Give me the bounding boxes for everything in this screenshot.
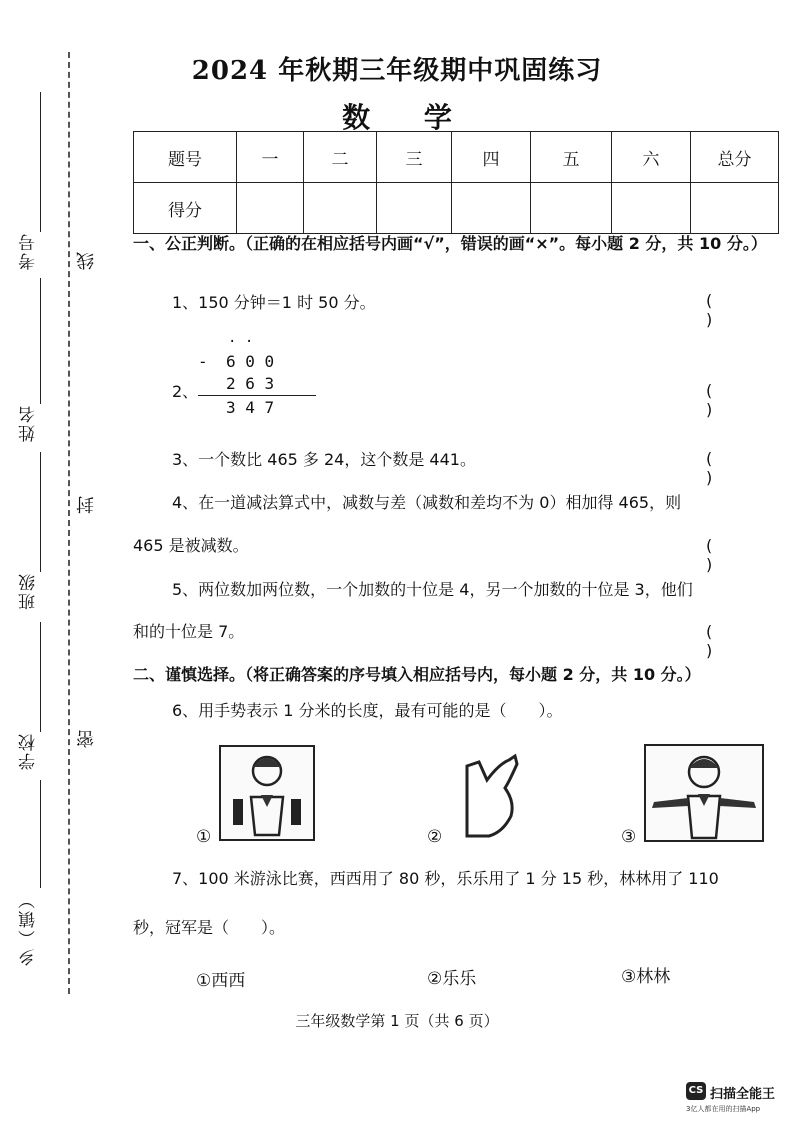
difference: 3 4 7: [226, 398, 275, 417]
option-linlin[interactable]: ③林林: [621, 967, 671, 987]
field-township-label: 乡（镇）: [19, 890, 39, 966]
table-row: [134, 132, 779, 183]
child-hands-gesture-icon: [221, 747, 313, 839]
seal-char-line: 线: [76, 252, 97, 270]
child-arms-spread-icon: [646, 746, 762, 840]
seal-char-seal: 封: [76, 496, 97, 514]
answer-paren[interactable]: (): [706, 291, 713, 329]
camscanner-logo-icon: CS: [686, 1082, 706, 1100]
question-1: 1、150 分钟＝1 时 50 分。: [172, 293, 376, 312]
page-title: 2024 年秋期三年级期中巩固练习: [191, 56, 603, 86]
page-footer: 三年级数学第 1 页（共 6 页）: [295, 1012, 499, 1030]
field-underline: [40, 780, 41, 888]
scanner-app-name: 扫描全能王: [710, 1087, 776, 1102]
score-table: [133, 131, 779, 234]
question-7-line-2: 秒，冠军是（ ）。: [133, 918, 286, 937]
option-2-picture[interactable]: [457, 750, 547, 842]
table-cell: 总分: [691, 132, 779, 183]
question-5-line-2: 和的十位是 7。: [133, 622, 245, 641]
section-2-heading: 二、谨慎选择。（将正确答案的序号填入相应括号内，每小题 2 分，共 10 分。）: [133, 665, 701, 684]
table-cell: 题号: [134, 132, 237, 183]
field-name-label: 姓名: [19, 404, 39, 442]
scanner-tagline: 3亿人都在用的扫描App: [686, 1105, 761, 1113]
subtrahend: 2 6 3: [226, 374, 275, 393]
score-input-cell[interactable]: [304, 183, 377, 234]
field-school-label: 学校: [19, 732, 39, 770]
option-lele[interactable]: ②乐乐: [427, 969, 477, 989]
question-7-line-1: 7、100 米游泳比赛，西西用了 80 秒，乐乐用了 1 分 15 秒，林林用了 110: [172, 869, 719, 888]
question-2-label: 2、: [172, 382, 199, 401]
score-input-cell[interactable]: [691, 183, 779, 234]
question-4-line-2: 465 是被减数。: [133, 536, 249, 555]
question-6: 6、用手势表示 1 分米的长度，最有可能的是（ ）。: [172, 701, 563, 720]
option-xixi[interactable]: ①西西: [196, 971, 246, 991]
borrow-dots: · ·: [228, 334, 254, 350]
table-cell: 四: [452, 132, 531, 183]
answer-paren[interactable]: (): [706, 622, 713, 660]
answer-paren[interactable]: (): [706, 449, 713, 487]
option-3-picture[interactable]: [644, 744, 764, 842]
question-5-line-1: 5、两位数加两位数，一个加数的十位是 4，另一个加数的十位是 3，他们: [172, 580, 693, 599]
field-underline: [40, 278, 41, 404]
minus-sign: -: [198, 352, 208, 371]
question-4-line-1: 4、在一道减法算式中，减数与差（减数和差均不为 0）相加得 465，则: [172, 493, 682, 512]
table-cell: 六: [612, 132, 691, 183]
table-cell: 二: [304, 132, 377, 183]
score-input-cell[interactable]: [237, 183, 304, 234]
option-2-number: ②: [427, 827, 443, 847]
score-input-cell[interactable]: [452, 183, 531, 234]
seal-char-secret: 密: [76, 730, 97, 748]
answer-paren[interactable]: (): [706, 381, 713, 419]
option-3-number: ③: [621, 827, 637, 847]
question-3: 3、一个数比 465 多 24，这个数是 441。: [172, 450, 476, 469]
table-cell: 一: [237, 132, 304, 183]
field-underline: [40, 452, 41, 572]
field-underline: [40, 622, 41, 732]
minuend: 6 0 0: [226, 352, 275, 371]
option-1-number: ①: [196, 827, 212, 847]
binding-dashed-line: [68, 52, 70, 994]
field-exam-number-label: 考号: [19, 232, 39, 270]
hand-pinch-gesture-icon: [459, 752, 545, 840]
table-row: [134, 183, 779, 234]
table-cell: 五: [531, 132, 612, 183]
answer-paren[interactable]: (): [706, 536, 713, 574]
score-input-cell[interactable]: [377, 183, 452, 234]
section-1-heading: 一、公正判断。（正确的在相应括号内画“√”，错误的画“×”。每小题 2 分，共 10 分。）: [133, 234, 767, 253]
table-cell: 三: [377, 132, 452, 183]
option-1-picture[interactable]: [219, 745, 315, 841]
field-class-label: 班级: [19, 572, 39, 610]
score-input-cell[interactable]: [531, 183, 612, 234]
table-cell: 得分: [134, 183, 237, 234]
calc-divider: [198, 395, 316, 396]
score-input-cell[interactable]: [612, 183, 691, 234]
subject-title: 数 学: [342, 101, 474, 134]
